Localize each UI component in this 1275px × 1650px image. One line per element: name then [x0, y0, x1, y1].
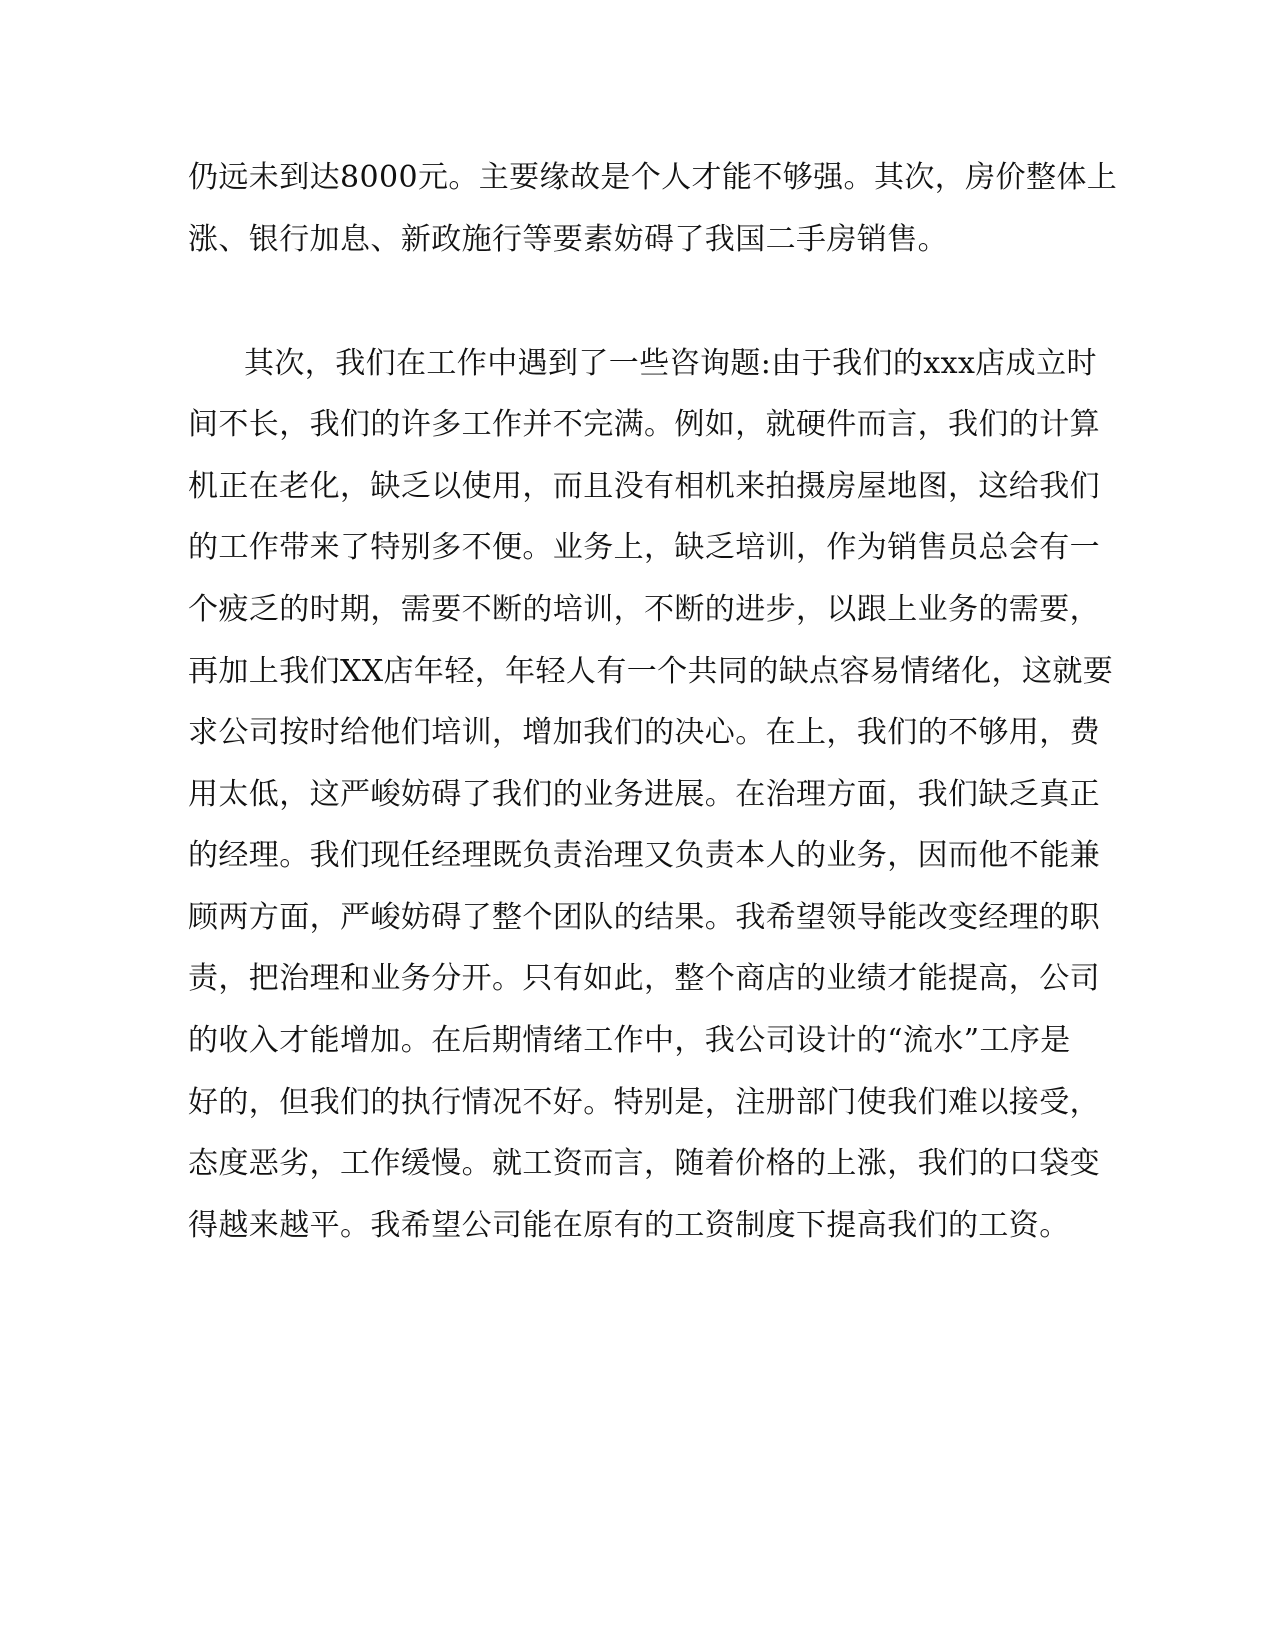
- paragraph-2-line-9: 的经理。我们现任经理既负责治理又负责本人的业务，因而他不能兼: [188, 838, 1100, 873]
- paragraph-1-line-1: 仍远未到达8000元。主要缘故是个人才能不够强。其次，房价整体上: [188, 160, 1118, 195]
- paragraph-2-line-2: 间不长，我们的许多工作并不完满。例如，就硬件而言，我们的计算: [188, 407, 1100, 442]
- paragraph-2-line-1: 其次，我们在工作中遇到了一些咨询题:由于我们的xxx店成立时: [244, 346, 1097, 381]
- paragraph-2-line-5: 个疲乏的时期，需要不断的培训，不断的进步，以跟上业务的需要，: [188, 592, 1100, 627]
- paragraph-2-line-3: 机正在老化，缺乏以使用，而且没有相机来拍摄房屋地图，这给我们: [188, 469, 1100, 504]
- paragraph-2-line-4: 的工作带来了特别多不便。业务上，缺乏培训，作为销售员总会有一: [188, 530, 1100, 565]
- paragraph-2-line-11: 责，把治理和业务分开。只有如此，整个商店的业绩才能提高，公司: [188, 961, 1100, 996]
- paragraph-2-line-6: 再加上我们XX店年轻，年轻人有一个共同的缺点容易情绪化，这就要: [188, 654, 1114, 689]
- paragraph-2-line-10: 顾两方面，严峻妨碍了整个团队的结果。我希望领导能改变经理的职: [188, 900, 1100, 935]
- paragraph-1-line-2: 涨、银行加息、新政施行等要素妨碍了我国二手房销售。: [188, 222, 948, 257]
- paragraph-2-line-15: 得越来越平。我希望公司能在原有的工资制度下提高我们的工资。: [188, 1208, 1070, 1243]
- paragraph-2-line-8: 用太低，这严峻妨碍了我们的业务进展。在治理方面，我们缺乏真正: [188, 777, 1100, 812]
- paragraph-2-line-12: 的收入才能增加。在后期情绪工作中，我公司设计的“流水”工序是: [188, 1023, 1071, 1058]
- paragraph-2-line-7: 求公司按时给他们培训，增加我们的决心。在上，我们的不够用，费: [188, 715, 1100, 750]
- paragraph-2-line-13: 好的，但我们的执行情况不好。特别是，注册部门使我们难以接受，: [188, 1085, 1100, 1120]
- paragraph-2-line-14: 态度恶劣，工作缓慢。就工资而言，随着价格的上涨，我们的口袋变: [188, 1146, 1100, 1181]
